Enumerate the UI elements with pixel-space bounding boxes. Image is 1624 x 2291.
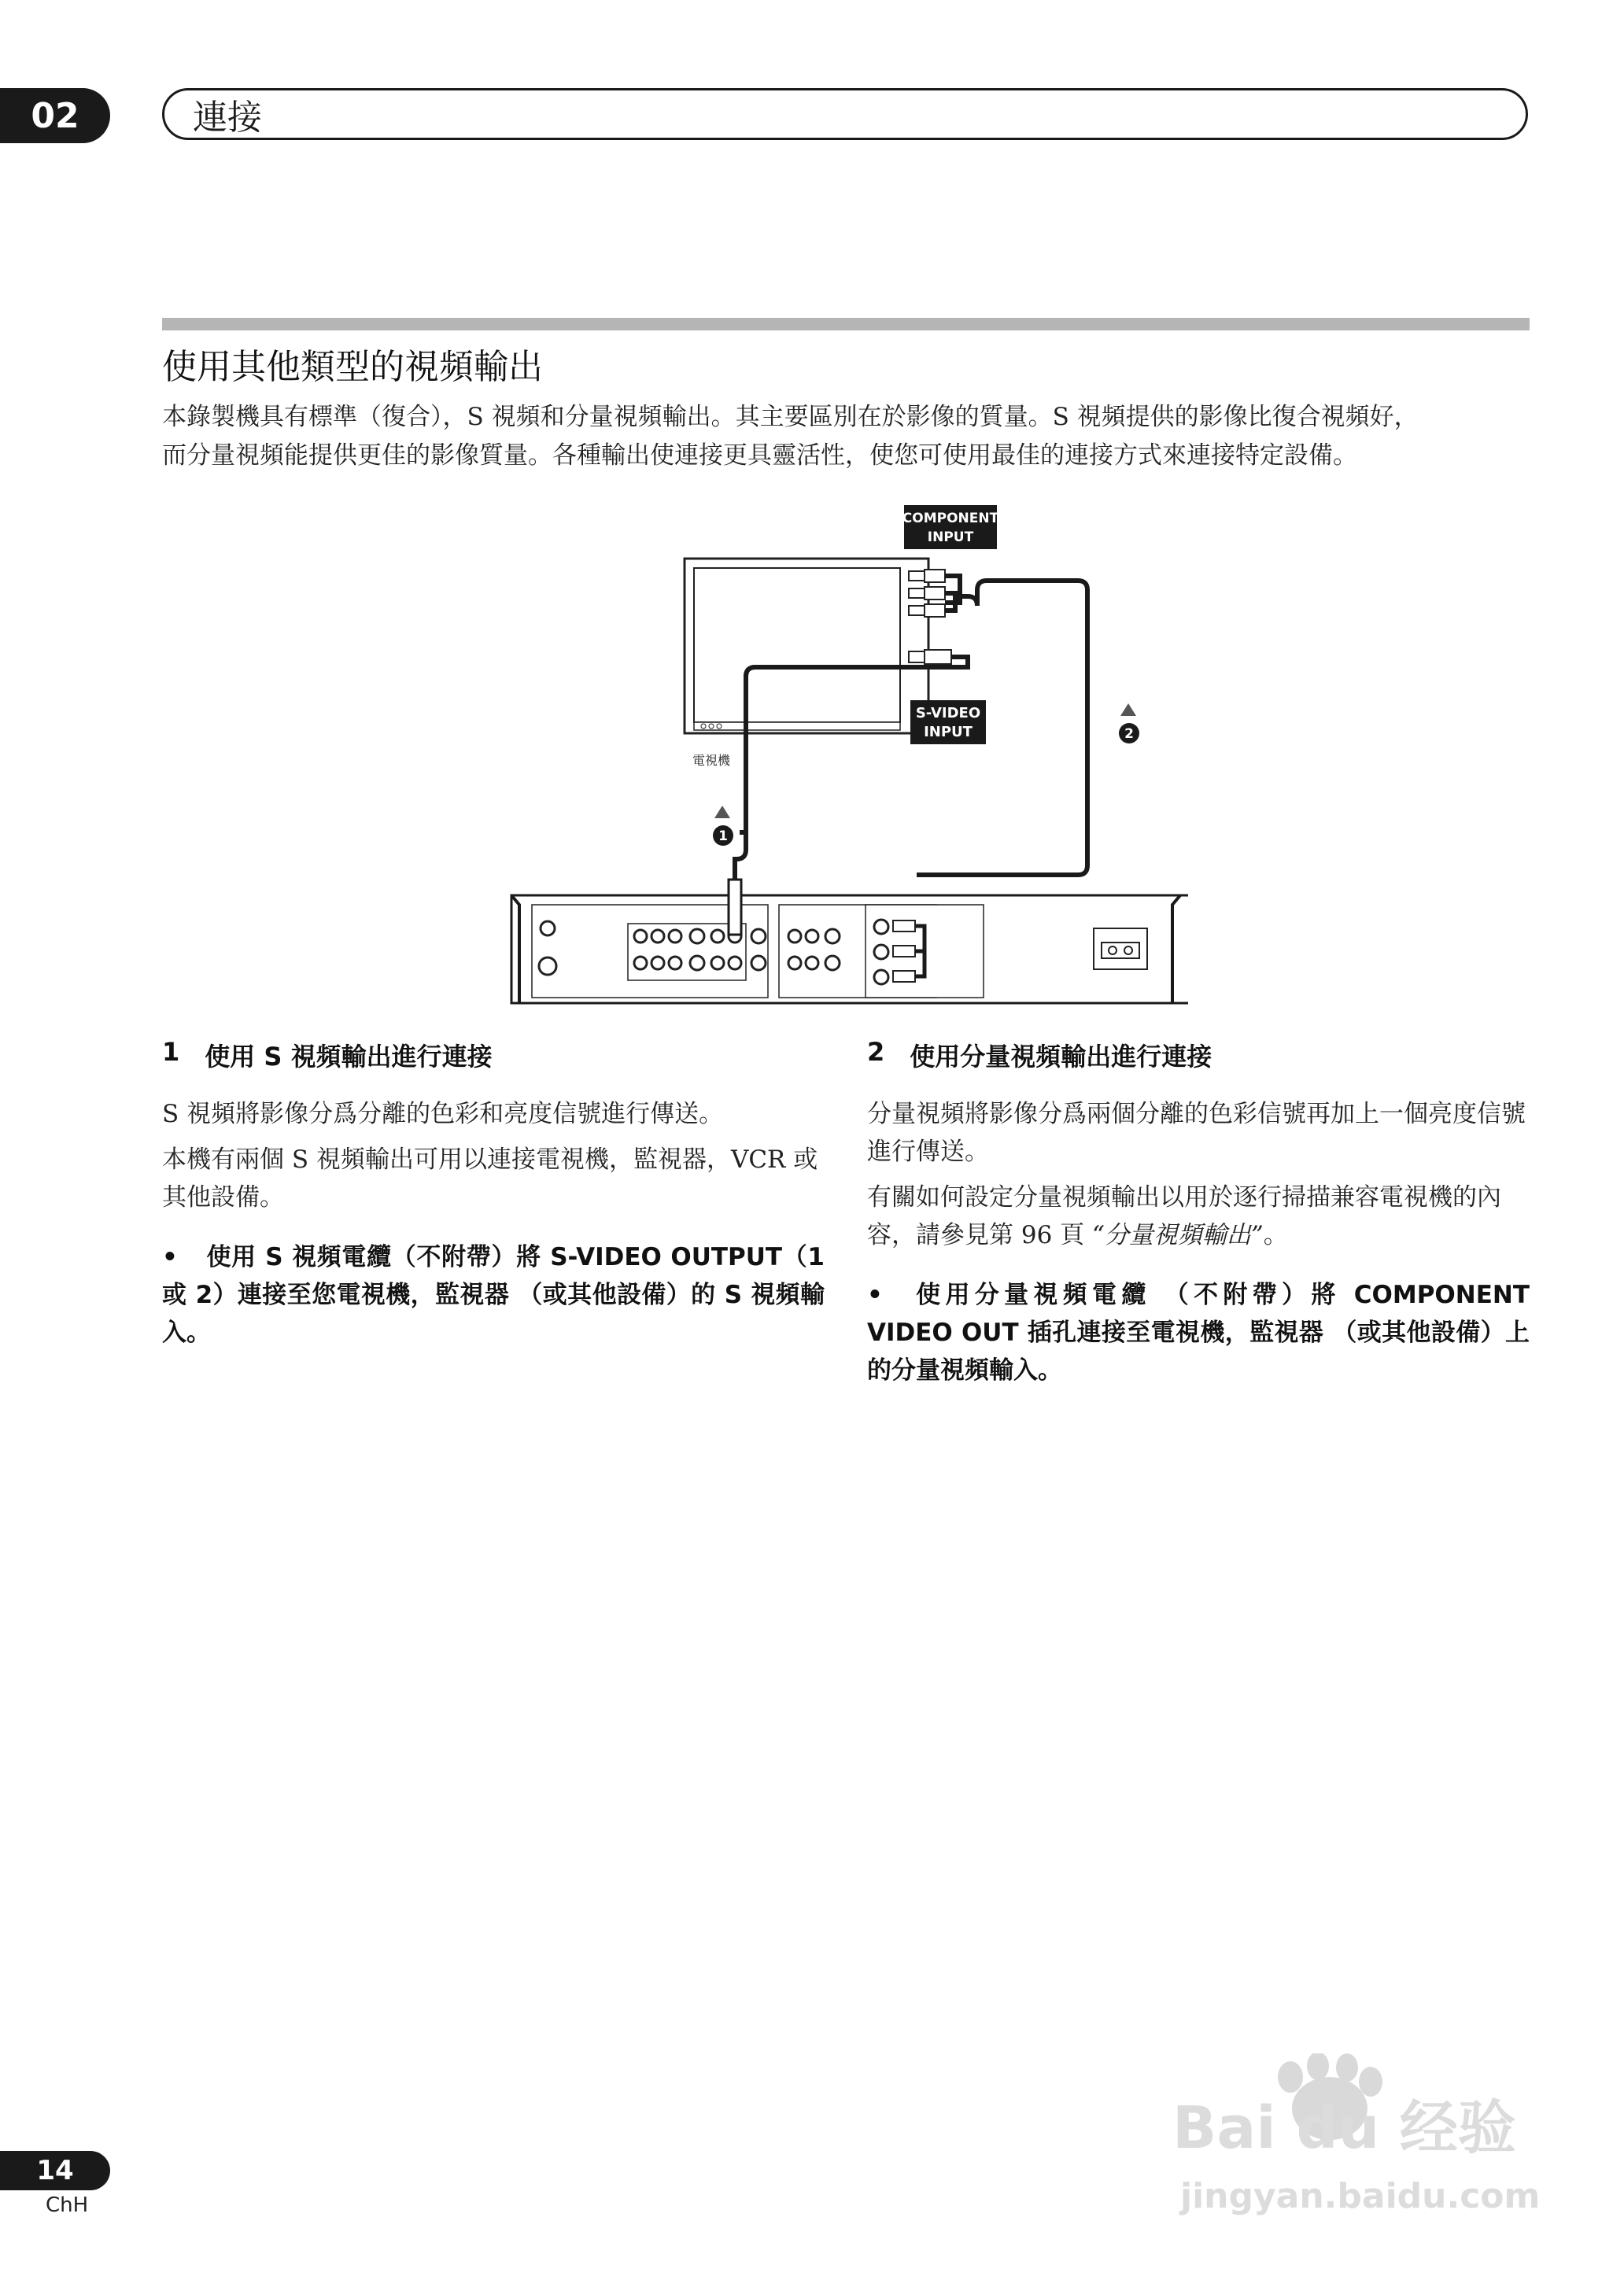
left-heading-number: 1 xyxy=(162,1037,180,1067)
cross-reference: “分量視頻輸出” xyxy=(1092,1221,1264,1249)
tv-label: 電視機 xyxy=(692,753,731,768)
right-paragraph-1: 分量視頻將影像分爲兩個分離的色彩信號再加上一個亮度信號進行傳送。 xyxy=(867,1100,1526,1166)
chapter-title xyxy=(162,88,1528,140)
component-input-label xyxy=(902,505,999,549)
page-language-code: ChH xyxy=(46,2193,89,2217)
right-paragraph-2-end: 。 xyxy=(1263,1221,1288,1249)
tv-component-jacks xyxy=(909,570,945,617)
right-heading-number: 2 xyxy=(867,1037,885,1067)
intro-line-1: 本錄製機具有標準（復合），S 視頻和分量視頻輸出。其主要區別在於影像的質量。S 視頻提供的影像比復合視頻好， xyxy=(162,403,1419,431)
watermark-url: jingyan.baidu.com xyxy=(1180,2176,1541,2216)
intro-paragraph xyxy=(162,398,1531,475)
left-paragraph-2: 本機有兩個 S 視頻輸出可用以連接電視機，監視器，VCR 或其他設備。 xyxy=(162,1146,818,1212)
left-bullet xyxy=(162,1238,825,1352)
right-column xyxy=(867,1037,1530,1389)
right-heading-text: 使用分量視頻輸出進行連接 xyxy=(910,1042,1212,1072)
baidu-watermark xyxy=(1149,2053,1558,2226)
component-label-line-2: INPUT xyxy=(927,529,974,545)
marker-2 xyxy=(1119,703,1139,743)
left-column xyxy=(162,1037,825,1352)
svideo-input-label xyxy=(910,700,986,744)
right-paragraph-2 xyxy=(867,1179,1530,1254)
chapter-title-text: 連接 xyxy=(193,98,262,138)
marker-1-number: 1 xyxy=(718,828,728,844)
marker-1 xyxy=(713,806,733,846)
section-title: 使用其他類型的視頻輸出 xyxy=(162,347,543,387)
left-paragraph-1: S 視頻將影像分爲分離的色彩和亮度信號進行傳送。 xyxy=(162,1100,724,1128)
bullet-icon: • xyxy=(867,1281,883,1309)
watermark-brand: Bai du 经验 xyxy=(1172,2094,1516,2162)
chapter-number-badge: 02 xyxy=(0,88,110,143)
section-divider xyxy=(162,318,1530,330)
svideo-label-line-2: INPUT xyxy=(924,724,973,740)
intro-line-2: 而分量視頻能提供更佳的影像質量。各種輸出使連接更具靈活性，使您可使用最佳的連接方式來連接特定設備。 xyxy=(162,441,1357,470)
bullet-icon: • xyxy=(162,1243,178,1271)
marker-2-number: 2 xyxy=(1124,726,1134,742)
page-number-badge: 14 xyxy=(0,2151,110,2190)
tv-svideo-jack xyxy=(909,650,951,664)
right-paragraph-2-text: 有關如何設定分量視頻輸出以用於逐行掃描兼容電視機的內容，請參見第 96 頁 xyxy=(867,1183,1501,1249)
left-heading xyxy=(162,1037,825,1073)
component-label-line-1: COMPONENT xyxy=(902,511,999,526)
right-heading xyxy=(867,1037,1530,1073)
left-bullet-text: 使用 S 視頻電纜（不附帶）將 S-VIDEO OUTPUT（1 或 2）連接至您電視機，監視器 （或其他設備）的 S 視頻輸入。 xyxy=(162,1243,825,1347)
right-bullet xyxy=(867,1276,1530,1389)
right-bullet-text: 使用分量視頻電纜 （不附帶）將 COMPONENT VIDEO OUT 插孔連接至電視機，監視器 （或其他設備）上的分量視頻輸入。 xyxy=(867,1281,1530,1385)
connection-diagram xyxy=(496,496,1188,1015)
svideo-label-line-1: S-VIDEO xyxy=(915,705,981,721)
left-heading-text: 使用 S 視頻輸出進行連接 xyxy=(205,1042,493,1072)
recorder-rear-panel xyxy=(511,880,1188,1003)
